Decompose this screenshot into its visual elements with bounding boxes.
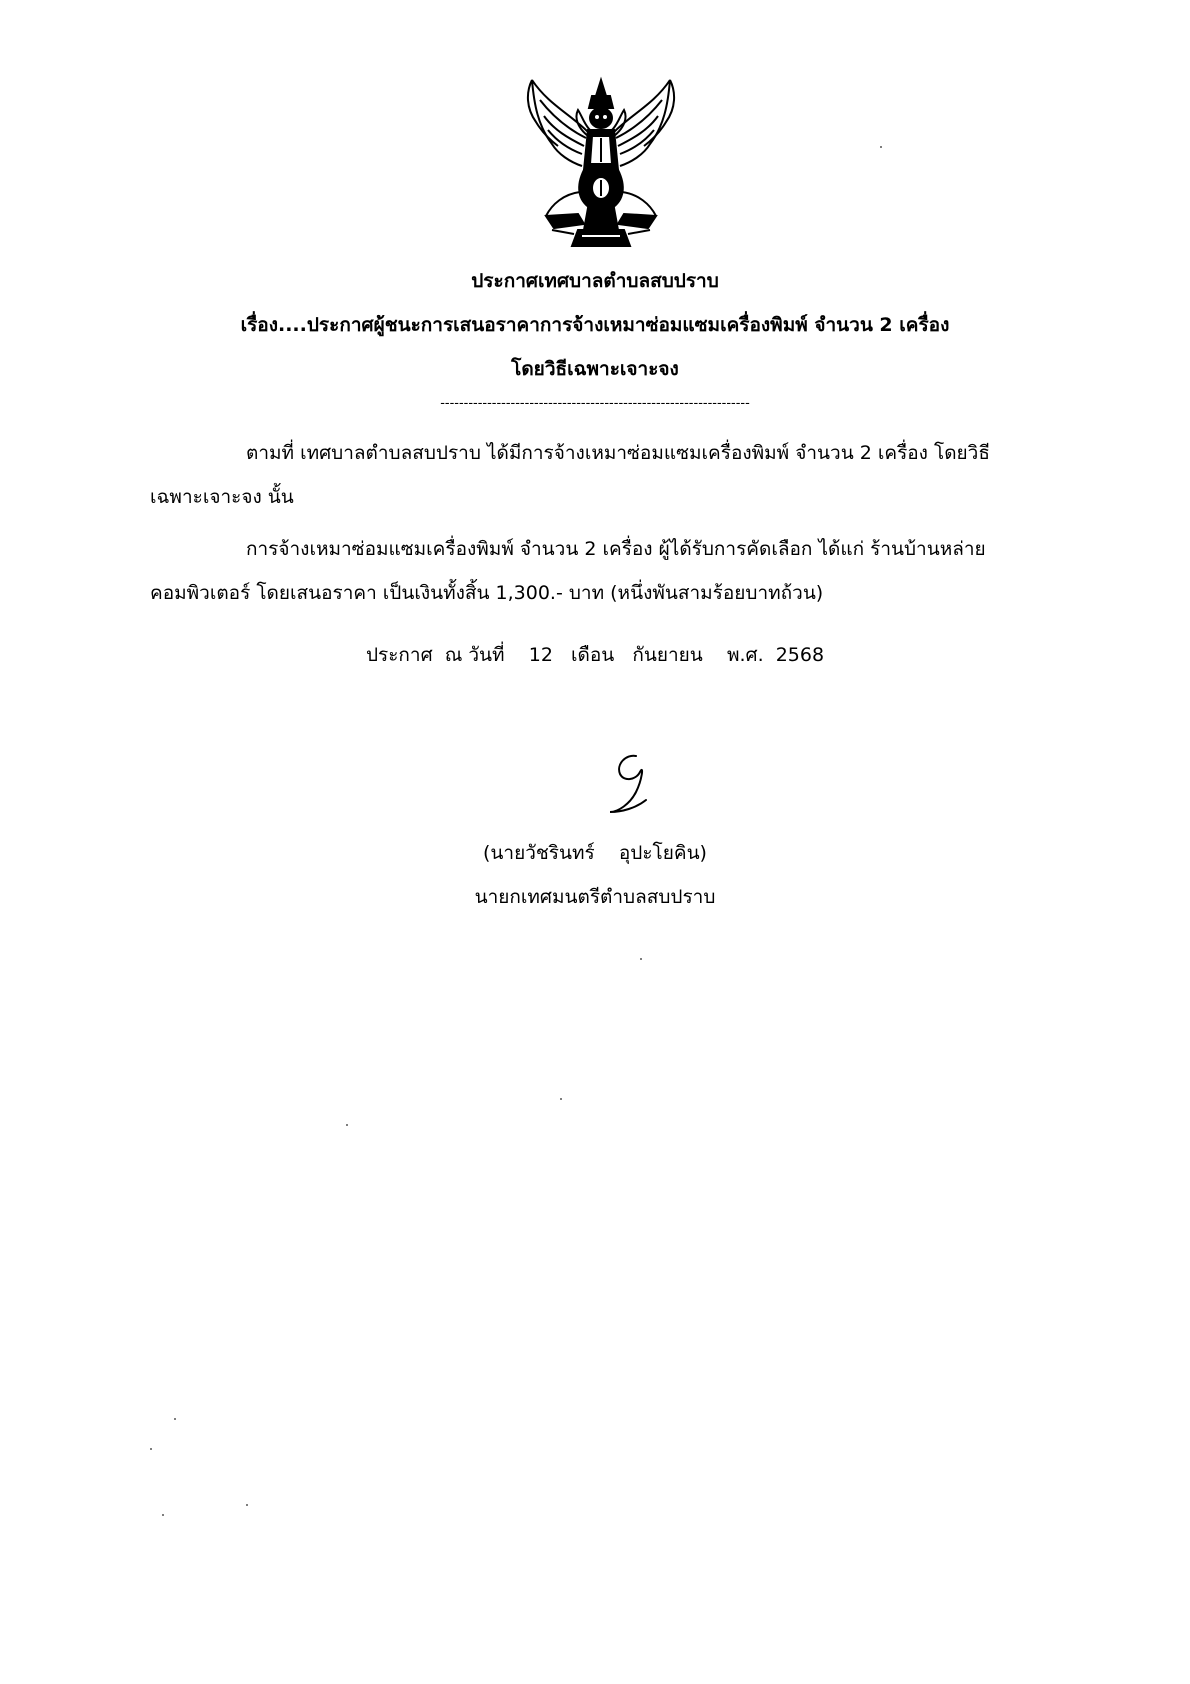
handwritten-signature-icon: [596, 750, 666, 820]
paragraph-1-line-2: เฉพาะเจาะจง นั้น: [150, 486, 294, 508]
scan-speck: [246, 1504, 248, 1506]
announcement-subject: เรื่อง....ประกาศผู้ชนะการเสนอราคาการจ้างเหมาซ่อมแซมเครื่องพิมพ์ จำนวน 2 เครื่อง: [240, 314, 950, 336]
announcement-title: ประกาศเทศบาลตำบลสบปราบ: [471, 270, 719, 292]
dashed-divider: ------------------------------------------------------------------: [440, 396, 750, 411]
signer-position: นายกเทศมนตรีตำบลสบปราบ: [474, 886, 716, 908]
scan-speck: [346, 1124, 348, 1126]
scan-speck: [640, 958, 642, 960]
paragraph-2-line-1: การจ้างเหมาซ่อมแซมเครื่องพิมพ์ จำนวน 2 เครื่อง ผู้ได้รับการคัดเลือก ได้แก่ ร้านบ้านหล่าย: [246, 538, 986, 560]
procurement-method: โดยวิธีเฉพาะเจาะจง: [511, 358, 679, 380]
scan-speck: [560, 1098, 562, 1100]
scan-speck: [162, 1514, 164, 1516]
scan-speck: [174, 1418, 176, 1420]
announcement-date: ประกาศ ณ วันที่ 12 เดือน กันยายน พ.ศ. 2568: [365, 644, 825, 666]
paragraph-2-line-2: คอมพิวเตอร์ โดยเสนอราคา เป็นเงินทั้งสิ้น 1,300.- บาท (หนึ่งพันสามร้อยบาทถ้วน): [150, 582, 824, 604]
scan-speck: [880, 146, 882, 148]
paragraph-1-line-1: ตามที่ เทศบาลตำบลสบปราบ ได้มีการจ้างเหมาซ่อมแซมเครื่องพิมพ์ จำนวน 2 เครื่อง โดยวิธี: [246, 442, 990, 464]
scan-speck: [150, 1448, 152, 1450]
signer-name: (นายวัชรินทร์ อุปะโยคิน): [483, 842, 707, 864]
garuda-emblem-icon: [518, 74, 684, 250]
